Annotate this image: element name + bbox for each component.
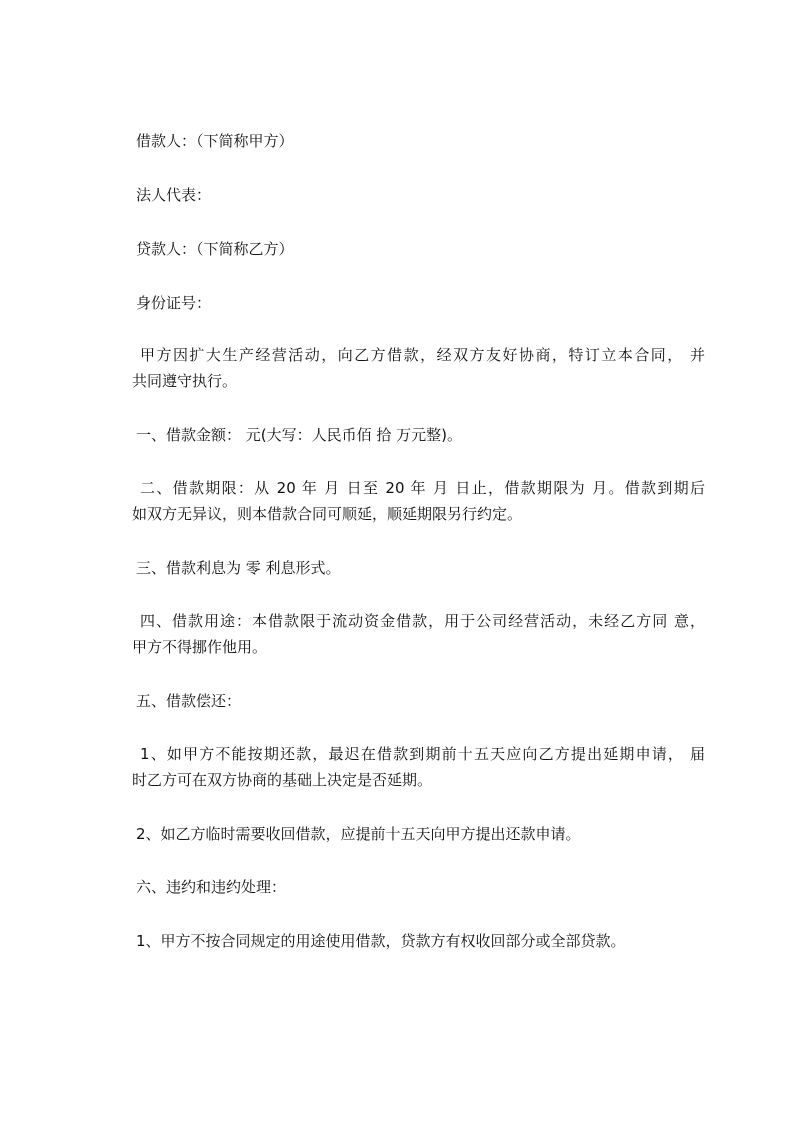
borrower-line: 借款人：（下简称甲方）	[136, 132, 294, 150]
clause-2-line-1: 二、借款期限：从 20 年 月 日至 20 年 月 日止，借款期限为 月。借款到期后	[140, 479, 705, 497]
clause-4-line-2: 甲方不得挪作他用。	[132, 638, 268, 656]
clause-4-line-1: 四、借款用途：本借款限于流动资金借款，用于公司经营活动，未经乙方同 意，	[140, 612, 705, 630]
lender-line: 贷款人：（下简称乙方）	[136, 240, 294, 258]
preamble-paragraph	[132, 344, 705, 392]
clause-5-1-line-2: 时乙方可在双方协商的基础上决定是否延期。	[132, 771, 433, 789]
clause-5-2-early-recall: 2、如乙方临时需要收回借款，应提前十五天向甲方提出还款申请。	[136, 825, 581, 843]
clause-6-1-misuse: 1、甲方不按合同规定的用途使用借款，贷款方有权收回部分或全部贷款。	[136, 932, 626, 950]
preamble-line-2: 共同遵守执行。	[132, 372, 238, 390]
clause-1-amount: 一、借款金额： 元(大写：人民币佰 拾 万元整)。	[136, 426, 463, 444]
clause-5-1-line-1: 1、如甲方不能按期还款，最迟在借款到期前十五天应向乙方提出延期申请， 届	[140, 745, 705, 763]
clause-5-1-extension	[132, 743, 705, 791]
legal-representative-line: 法人代表：	[136, 186, 212, 204]
clause-2-term	[132, 477, 705, 525]
clause-4-purpose	[132, 610, 705, 658]
clause-6-breach: 六、违约和违约处理：	[136, 878, 287, 896]
clause-3-interest: 三、借款利息为 零 利息形式。	[136, 559, 341, 577]
id-number-line: 身份证号：	[136, 294, 212, 312]
preamble-line-1: 甲方因扩大生产经营活动，向乙方借款，经双方友好协商，特订立本合同， 并	[140, 346, 705, 364]
clause-5-repayment: 五、借款偿还：	[136, 692, 242, 710]
clause-2-line-2: 如双方无异议，则本借款合同可顺延，顺延期限另行约定。	[132, 505, 523, 523]
